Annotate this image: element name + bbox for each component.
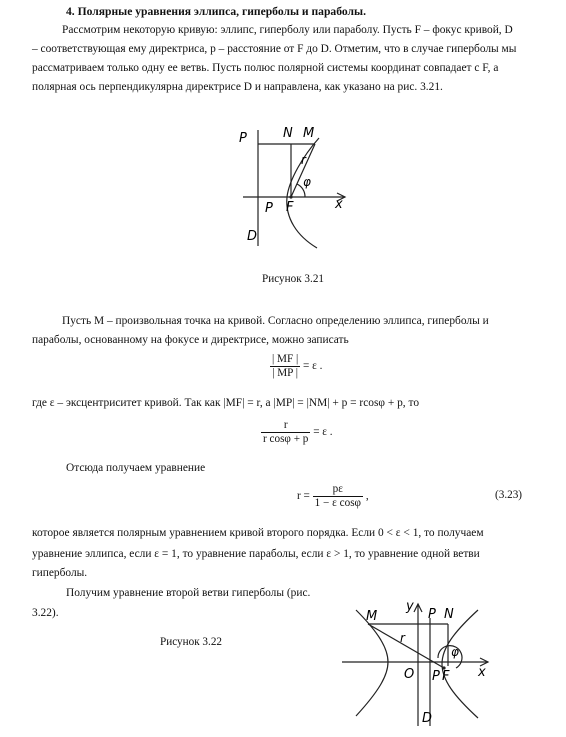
fig1-label-r: r [301, 153, 306, 167]
fig1-label-f: F [286, 200, 294, 215]
fig2-label-r: r [400, 631, 405, 645]
numerator: r [261, 419, 310, 433]
fig2-label-y: y [406, 599, 414, 614]
fig1-label-x: x [335, 197, 343, 212]
fig1-label-p-bottom: P [265, 201, 273, 216]
fig2-label-phi: φ [451, 645, 459, 659]
focus-point [289, 195, 292, 198]
fig2-label-n: N [444, 607, 454, 622]
fig2-label-x: x [478, 665, 486, 680]
formula3-rhs: , [365, 490, 369, 503]
numerator: | MF | [272, 353, 299, 365]
denominator: 1 − ε cosφ [314, 497, 362, 509]
fig2-caption: Рисунок 3.22 [160, 636, 223, 648]
para5-line3: гиперболы. [32, 567, 88, 579]
formula1-rhs: = ε . [303, 360, 323, 373]
denominator: r cosφ + p [263, 433, 309, 445]
para5-line1: которое является полярным уравнением кривой второго порядка. Если 0 < ε < 1, то получаем [32, 527, 484, 539]
formula-ratio [261, 419, 333, 446]
fig2-label-p-top: P [428, 607, 436, 622]
equation-number: (3.23) [495, 489, 523, 501]
denominator: | MP | [272, 367, 299, 379]
para6-line1: Получим уравнение второй ветви гиперболы (рис. [66, 587, 311, 599]
fig2-label-f: F [442, 669, 450, 684]
para4: Отсюда получаем уравнение [66, 462, 206, 474]
fig2-label-p-bottom: P [432, 669, 440, 684]
para3: где ε – эксцентриситет кривой. Так как |MF| = r, а |MP| = |NM| + p = rcosφ + p, то [32, 397, 420, 409]
formula2-rhs: = ε . [313, 426, 333, 439]
fraction [313, 483, 363, 510]
fig1-label-phi: φ [303, 175, 311, 189]
para1-line1: Рассмотрим некоторую кривую: эллипс, гиперболу или параболу. Пусть F – фокус кривой, D [62, 24, 513, 36]
para2-line2: параболы, основанному на фокусе и директрисе, можно записать [32, 334, 349, 346]
fig1-label-m: M [303, 126, 315, 141]
fig1-label-n: N [283, 126, 293, 141]
fig2-label-d: D [422, 711, 433, 726]
fig1-caption: Рисунок 3.21 [262, 273, 325, 285]
para2-line1: Пусть M – произвольная точка на кривой. Согласно определению эллипса, гиперболы и [62, 315, 489, 327]
numerator: pε [313, 483, 363, 497]
formula-eccentricity [270, 353, 322, 380]
para1-line4: полярная ось перпендикулярна директрисе D и направлена, как указано на рис. 3.21. [32, 81, 443, 93]
fig1-label-d: D [247, 229, 258, 244]
section-heading: 4. Полярные уравнения эллипса, гиперболы и параболы. [66, 5, 366, 18]
para1-line3: рассматриваем только одну ее ветвь. Пусть полюс полярной системы координат совпадает с F, а [32, 62, 499, 74]
figure-3-21 [225, 118, 355, 253]
para6-line2: 3.22). [32, 607, 59, 619]
para5-line2: уравнение эллипса, если ε = 1, то уравнение параболы, если ε > 1, то уравнение одной ветви [32, 548, 480, 560]
fig1-label-p-top: P [239, 131, 247, 146]
formula-polar-equation [297, 483, 369, 510]
figure-3-22 [338, 596, 498, 734]
fraction [261, 419, 310, 446]
fraction [270, 353, 300, 380]
fig2-label-m: M [366, 609, 378, 624]
formula3-lhs: r = [297, 490, 310, 503]
fig2-label-o: O [404, 667, 415, 682]
para1-line2: – соответствующая ему директриса, p – расстояние от F до D. Отметим, что в случае гиперболы мы [32, 43, 517, 55]
